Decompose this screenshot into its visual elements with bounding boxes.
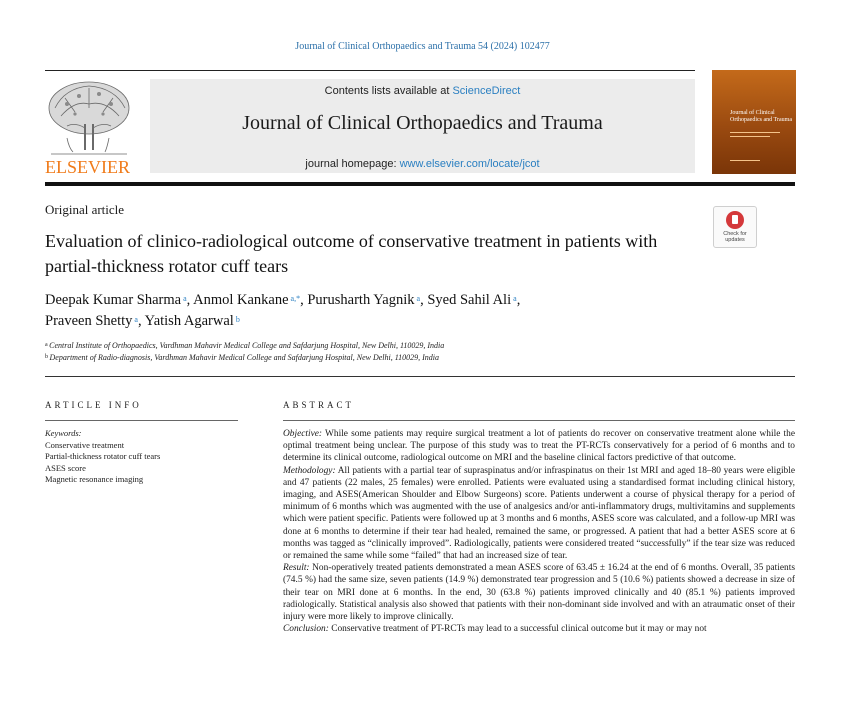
methodology-text: All patients with a partial tear of supraspinatus and/or infraspinatus on their 1st MRI and aged 18–80 years were eligible and 47 patients (22 males, 25 females) were enrolled. Patients were evaluated using a standardised format including clinical history, imaging, and ASES(American Shoulder and Elbow Surgeons) score. Patients underwent a course of physical therapy for a period of minimum of 6 months which was augmented with the use of analgesics and/or anti-inflammatory drugs, multivitamins and supplements which were patient specific. Patients were followed up at 3 months and 6 months, ASES score was calculated, and a follow-up MRI was done at 6 months to determine if their tear had healed, remained the same, or progressed. A patient that had a better ASES score at 6 months was tagged as “clinically improved”. Radiologically, patients were considered treated “successfully” if the tear size was reduced or remained the same while some “failed” that had an increased size of tear. [283, 465, 795, 562]
author-affiliation-mark[interactable]: a,* [288, 294, 301, 303]
affiliation [45, 352, 745, 364]
top-rule [45, 70, 695, 71]
cover-title: Journal of Clinical Orthopaedics and Trauma [730, 110, 792, 123]
author-name[interactable]: Anmol Kankane [193, 292, 289, 308]
homepage-prefix: journal homepage: [305, 158, 400, 170]
conclusion-label: Conclusion: [283, 624, 329, 635]
affiliation-text: Central Institute of Orthopaedics, Vardhman Mahavir Medical College and Safdarjung Hospital, New Delhi, 110029, India [49, 341, 445, 350]
keyword: Partial-thickness rotator cuff tears [45, 451, 161, 461]
result-label: Result: [283, 563, 310, 574]
affiliation [45, 340, 745, 352]
sciencedirect-link[interactable]: ScienceDirect [452, 85, 521, 97]
check-updates-icon [726, 211, 744, 229]
abstract-result [283, 562, 795, 623]
affiliation-mark: b [45, 354, 50, 360]
author-affiliation-mark[interactable]: a [511, 294, 517, 303]
cover-decoration [730, 136, 770, 137]
article-title: Evaluation of clinico-radiological outcome of conservative treatment in patients with partial-thickness rotator cuff tears [45, 231, 658, 276]
author-affiliation-mark[interactable]: a [132, 315, 138, 324]
conclusion-text: Conservative treatment of PT-RCTs may lead to a successful clinical outcome but it may or may not [328, 624, 707, 635]
abstract-rule [283, 420, 795, 421]
author-separator: , [186, 292, 194, 308]
affiliations [45, 340, 745, 364]
author-name[interactable]: Syed Sahil Ali [427, 292, 512, 308]
result-text: Non-operatively treated patients demonstrated a mean ASES score of 63.45 ± 16.24 at the end of 6 months. Overall, 35 patients (74.5 %) had the same size, seven patients (14.9 %) demonstrated tear progression and 5 (10.6 %) patients showed a decrease in size of their tear on MRI done at 6 months. In the end, 30 (63.8 %) patients improved clinically and 40 (85.1 %) patients improved radiologically. Statistical analysis also showed that patients with their non-dominant side involved and with an atraumatic onset of their injury were more likely to improve clinically. [283, 563, 795, 623]
author-affiliation-mark[interactable]: b [233, 315, 240, 324]
author-separator: , [516, 292, 521, 308]
affiliation-mark: a [45, 342, 50, 348]
masthead-thick-rule [45, 182, 795, 186]
cover-decoration [730, 160, 760, 161]
journal-masthead [150, 79, 695, 173]
author-list [45, 290, 685, 332]
author-separator: , [137, 313, 145, 329]
check-updates-label: Check for updates [723, 231, 747, 243]
abstract-body [283, 428, 795, 635]
section-rule [45, 376, 795, 377]
keyword: ASES score [45, 462, 86, 473]
author-name[interactable]: Deepak Kumar Sharma [45, 292, 182, 308]
cover-decoration [730, 132, 780, 133]
methodology-label: Methodology: [283, 465, 336, 476]
elsevier-wordmark[interactable]: ELSEVIER [45, 157, 130, 177]
journal-cover-image[interactable] [712, 70, 796, 174]
author-name[interactable]: Purusharth Yagnik [307, 292, 415, 308]
article-info-rule [45, 420, 238, 421]
abstract-conclusion [283, 623, 795, 635]
objective-text: While some patients may require surgical treatment a lot of patients do recover on conservative treatment alone while the optimal treatment being unclear. The purpose of this study was to treat the PT-RCTs conservatively for a period of 6 months and to determine its clinical outcome, radiological outcome on MRI and the baseline clinical factors predictive of that outcome. [283, 429, 795, 464]
keywords-label: Keywords: [45, 428, 82, 438]
contents-prefix: Contents lists available at [324, 85, 453, 97]
journal-title: Journal of Clinical Orthopaedics and Trauma [242, 112, 603, 134]
author-name[interactable]: Praveen Shetty [45, 313, 133, 329]
abstract-heading: ABSTRACT [283, 400, 355, 410]
homepage-line [150, 158, 695, 170]
homepage-link[interactable]: www.elsevier.com/locate/jcot [399, 158, 540, 170]
keyword: Conservative treatment [45, 439, 125, 450]
article-type: Original article [45, 202, 125, 217]
abstract-objective [283, 428, 795, 465]
author-affiliation-mark[interactable]: a [414, 294, 421, 303]
affiliation-text: Department of Radio-diagnosis, Vardhman Mahavir Medical College and Safdarjung Hospital, New Delhi, 110029, India [49, 353, 440, 362]
keyword: Magnetic resonance imaging [45, 474, 144, 484]
journal-citation[interactable]: Journal of Clinical Orthopaedics and Trauma 54 (2024) 102477 [295, 41, 550, 52]
objective-label: Objective: [283, 429, 323, 439]
abstract-methodology [283, 465, 795, 563]
author-name[interactable]: Yatish Agarwal [144, 313, 234, 329]
contents-line [150, 85, 695, 97]
check-for-updates-button[interactable] [713, 206, 757, 248]
author-separator: , [300, 292, 308, 308]
article-info-heading: ARTICLE INFO [45, 400, 142, 410]
author-separator: , [420, 292, 428, 308]
author-affiliation-mark[interactable]: a [181, 294, 187, 303]
keywords-block [45, 428, 245, 486]
